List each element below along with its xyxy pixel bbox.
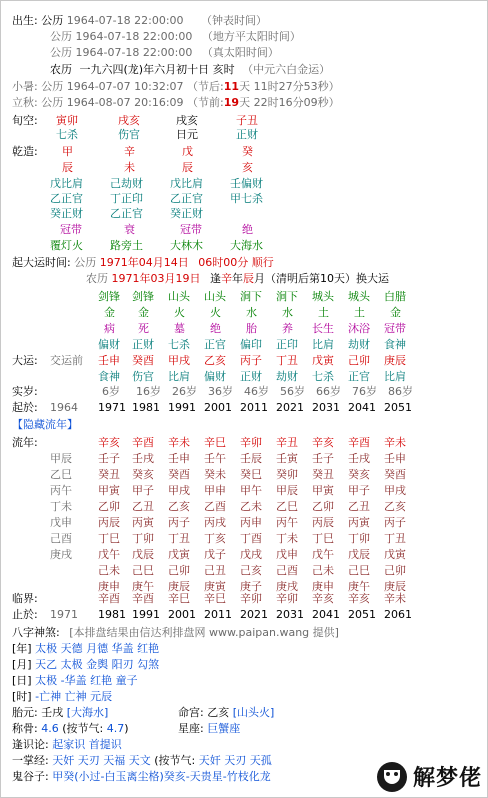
liqiu-row: 立秋: 公历 1964-08-07 20:16:09 （节前:19天 22时16分09秒） (12, 96, 340, 109)
dayun-shishen-top: 正印 (276, 338, 298, 351)
zhiyu-left: 1971 (50, 608, 78, 621)
linjie-item: 辛亥 (348, 592, 370, 605)
liunian-item: 庚午 (348, 580, 370, 593)
canggan-day-1: 戊比肩 (170, 177, 203, 190)
liunian-item: 甲寅 (312, 484, 334, 497)
dayun-shishen-top: 食神 (384, 338, 406, 351)
birth-row-2: 公历 1964-07-18 22:00:00 （地方平太阳时间） (50, 30, 301, 43)
jiaoyunqian: 交运前 (50, 354, 83, 367)
canggan-hour-1: 壬偏财 (230, 177, 263, 190)
shensha-hour: [时] -亡神 亡神 元辰 (12, 690, 113, 703)
dayun-year: 2011 (240, 401, 268, 414)
shishen-month: 伤官 (118, 128, 140, 141)
dayun-nayin: 城头 (348, 290, 370, 303)
liunian-item: 乙卯 (98, 500, 120, 513)
liunian-item: 辛亥 (312, 436, 334, 449)
liunian-item: 庚申 (98, 580, 120, 593)
canggan-month-3: 乙正官 (110, 207, 143, 220)
xunkong-month: 戌亥 (118, 114, 140, 127)
dayun-changsheng: 绝 (210, 322, 221, 335)
liunian-item: 己巳 (132, 564, 154, 577)
liunian-item: 庚戌 (276, 580, 298, 593)
dayun-shishen-bottom: 偏财 (204, 370, 226, 383)
dayun-nayin: 白腊 (384, 290, 406, 303)
chenggu-row: 称骨: 4.6 (按节气: 4.7) (12, 722, 129, 735)
liunian-item: 乙酉 (204, 500, 226, 513)
liunian-item: 壬申 (168, 452, 190, 465)
dayun-changsheng: 养 (282, 322, 293, 335)
liunian-item: 壬寅 (276, 452, 298, 465)
zhiyu-item: 2061 (384, 608, 412, 621)
liunian-item: 甲子 (348, 484, 370, 497)
dayun-shishen-top: 正财 (132, 338, 154, 351)
dayun-changsheng: 胎 (246, 322, 257, 335)
liunian-item: 癸酉 (384, 468, 406, 481)
liunian-item: 戊辰 (132, 548, 154, 561)
dayun-wuxing: 水 (282, 306, 293, 319)
watermark-logo-icon (377, 762, 407, 792)
liunian-item: 己丑 (204, 564, 226, 577)
birth-label: 出生: (12, 14, 38, 27)
liunian-item: 甲戌 (168, 484, 190, 497)
liunian-item: 癸亥 (348, 468, 370, 481)
zhiyu-item: 2051 (348, 608, 376, 621)
dayun-wuxing: 金 (104, 306, 115, 319)
changsheng-hour: 绝 (242, 223, 253, 236)
liunian-item: 己未 (312, 564, 334, 577)
liunian-item: 庚寅 (204, 580, 226, 593)
dayun-ganzhi: 乙亥 (204, 354, 226, 367)
liunian-item: 戊午 (98, 548, 120, 561)
liunian-item: 乙亥 (384, 500, 406, 513)
birth-row-3: 公历 1964-07-18 22:00:00 （真太阳时间） (50, 46, 279, 59)
dayun-nayin: 剑锋 (98, 290, 120, 303)
liunian-item: 甲戌 (384, 484, 406, 497)
liunian-item: 丁亥 (204, 532, 226, 545)
liunian-item: 壬申 (384, 452, 406, 465)
minggong-row: 命宫: 乙亥 [山头火] (178, 706, 275, 719)
dayun-shishen-top: 比肩 (312, 338, 334, 351)
shishen-day: 日元 (176, 128, 198, 141)
liunian-item: 甲子 (132, 484, 154, 497)
liunian-item: 丙寅 (132, 516, 154, 529)
liunian-item: 癸巳 (240, 468, 262, 481)
dayun-wuxing: 金 (390, 306, 401, 319)
zhiyu-item: 1991 (132, 608, 160, 621)
liunian-item: 壬戌 (132, 452, 154, 465)
dayun-ganzhi: 壬申 (98, 354, 120, 367)
dayun-changsheng: 沐浴 (348, 322, 370, 335)
dayun-shishen-bottom: 正官 (348, 370, 370, 383)
liunian-item: 己卯 (384, 564, 406, 577)
dayun-ganzhi: 戊寅 (312, 354, 334, 367)
dayun-nayin: 涧下 (276, 290, 298, 303)
liunian-item: 辛巳 (204, 436, 226, 449)
liunian-item: 庚辰 (168, 580, 190, 593)
dayun-age: 36岁 (208, 385, 233, 398)
zhiyu-item: 2021 (240, 608, 268, 621)
linjie-item: 辛卯 (276, 592, 298, 605)
dayun-shishen-top: 劫财 (348, 338, 370, 351)
dayun-nayin: 山头 (204, 290, 226, 303)
zhiyu-item: 2001 (168, 608, 196, 621)
linjie-item: 辛亥 (312, 592, 334, 605)
dayun-shishen-top: 偏财 (98, 338, 120, 351)
liunian-left-item: 戊申 (50, 516, 72, 529)
liunian-item: 壬戌 (348, 452, 370, 465)
liunian-item: 乙亥 (168, 500, 190, 513)
gan-hour: 癸 (242, 145, 253, 158)
canggan-month-1: 己劫财 (110, 177, 143, 190)
linjie-item: 辛卯 (240, 592, 262, 605)
dayun-ganzhi: 甲戌 (168, 354, 190, 367)
liunian-item: 壬子 (312, 452, 334, 465)
dayun-nayin: 城头 (312, 290, 334, 303)
nayin-year: 覆灯火 (50, 239, 83, 252)
dayun-shishen-bottom: 比肩 (168, 370, 190, 383)
dayun-wuxing: 土 (318, 306, 329, 319)
liunian-item: 丙辰 (312, 516, 334, 529)
dayun-ganzhi: 癸酉 (132, 354, 154, 367)
liunian-item: 丁卯 (132, 532, 154, 545)
fengshi-row: 逢识论: 起家识 首提识 (12, 738, 122, 751)
dayun-wuxing: 水 (246, 306, 257, 319)
shishen-hour: 正财 (236, 128, 258, 141)
changsheng-month: 衰 (124, 223, 135, 236)
liunian-item: 丁巳 (312, 532, 334, 545)
dayun-age: 56岁 (280, 385, 305, 398)
dayun-age: 86岁 (388, 385, 413, 398)
dayun-wuxing: 火 (210, 306, 221, 319)
dayun-nayin: 剑锋 (132, 290, 154, 303)
liunian-item: 庚辰 (384, 580, 406, 593)
liunian-left-item: 甲辰 (50, 452, 72, 465)
dayun-wuxing: 土 (354, 306, 365, 319)
canggan-day-3: 癸正财 (170, 207, 203, 220)
liunian-item: 丙子 (168, 516, 190, 529)
liunian-item: 辛未 (384, 436, 406, 449)
shensha-month: [月] 天乙 太极 金舆 阳刃 勾煞 (12, 658, 160, 671)
canggan-month-2: 丁正印 (110, 192, 143, 205)
zhi-day: 辰 (182, 161, 193, 174)
dayun-age: 16岁 (136, 385, 161, 398)
liunian-item: 己亥 (240, 564, 262, 577)
liunian-item: 壬午 (204, 452, 226, 465)
xingzuo-row: 星座: 巨蟹座 (178, 722, 241, 735)
liunian-item: 丁丑 (384, 532, 406, 545)
dayun-shishen-bottom: 食神 (98, 370, 120, 383)
jiaoyun-row: 农历 1971年03月19日 逢辛年辰月（清明后第10天）换大运 (86, 272, 389, 285)
dayun-year: 1971 (98, 401, 126, 414)
canggan-hour-2: 甲七杀 (230, 192, 263, 205)
liunian-item: 己卯 (168, 564, 190, 577)
shensha-row: 八字神煞: [本排盘结果由信达利排盘网 www.paipan.wang 提供] (12, 626, 339, 639)
dayun-shishen-top: 正官 (204, 338, 226, 351)
dayun-shishen-bottom: 劫财 (276, 370, 298, 383)
dayun-ganzhi: 丙子 (240, 354, 262, 367)
xiaoshu-row: 小暑: 公历 1964-07-07 10:32:07 （节后:11天 11时27分53秒） (12, 80, 340, 93)
liunian-label: 流年: (12, 436, 38, 449)
dayun-nayin: 山头 (168, 290, 190, 303)
guiguzi-row: 鬼谷子: 甲癸(小过-白玉离尘格)癸亥-天贵星-竹枝化龙 (12, 770, 271, 783)
liunian-item: 丙戌 (204, 516, 226, 529)
liunian-item: 庚午 (132, 580, 154, 593)
liunian-item: 丁卯 (348, 532, 370, 545)
qiyun-row: 起大运时间: 公历 1971年04月14日 06时00分 顺行 (12, 256, 274, 269)
liunian-left-item: 丙午 (50, 484, 72, 497)
changsheng-day: 冠带 (180, 223, 202, 236)
dayun-year: 2021 (276, 401, 304, 414)
dayun-wuxing: 金 (138, 306, 149, 319)
liunian-item: 丙子 (384, 516, 406, 529)
watermark-text: 解梦佬 (412, 766, 482, 791)
shensha-year: [年] 太极 天德 月德 华盖 红艳 (12, 642, 160, 655)
dayun-label: 大运: (12, 354, 38, 367)
liunian-item: 丙寅 (348, 516, 370, 529)
linjie-label: 临界: (12, 592, 38, 605)
dayun-year: 2031 (312, 401, 340, 414)
dayun-shishen-bottom: 七杀 (312, 370, 334, 383)
dayun-changsheng: 病 (104, 322, 115, 335)
liunian-item: 癸丑 (312, 468, 334, 481)
liunian-item: 己酉 (276, 564, 298, 577)
liunian-item: 丙申 (240, 516, 262, 529)
liunian-left-item: 丁未 (50, 500, 72, 513)
liunian-item: 甲午 (240, 484, 262, 497)
zhiyu-item: 2041 (312, 608, 340, 621)
yiqianjing-row: 一掌经: 天奸 天刃 天福 天文 (按节气: 天奸 天刃 天孤 (12, 754, 272, 767)
liunian-left-item: 庚戌 (50, 548, 72, 561)
liunian-item: 乙未 (240, 500, 262, 513)
dayun-age: 46岁 (244, 385, 269, 398)
linjie-item: 辛未 (384, 592, 406, 605)
zhiyu-item: 1981 (98, 608, 126, 621)
nayin-hour: 大海水 (230, 239, 263, 252)
dayun-shishen-bottom: 比肩 (384, 370, 406, 383)
nayin-day: 大林木 (170, 239, 203, 252)
liunian-item: 癸未 (204, 468, 226, 481)
liunian-item: 己未 (98, 564, 120, 577)
dayun-age: 26岁 (172, 385, 197, 398)
dayun-age: 76岁 (352, 385, 377, 398)
liunian-item: 戊寅 (384, 548, 406, 561)
hidden-liunian-link[interactable]: 【隐藏流年】 (12, 418, 78, 431)
liunian-item: 癸亥 (132, 468, 154, 481)
liunian-item: 戊寅 (168, 548, 190, 561)
canggan-year-1: 戊比肩 (50, 177, 83, 190)
liunian-item: 丁丑 (168, 532, 190, 545)
liunian-item: 癸丑 (98, 468, 120, 481)
dayun-shishen-bottom: 正财 (240, 370, 262, 383)
liunian-item: 丙辰 (98, 516, 120, 529)
qianzao-label: 乾造: (12, 145, 38, 158)
liunian-item: 戊午 (312, 548, 334, 561)
dayun-nayin: 涧下 (240, 290, 262, 303)
linjie-item: 辛巳 (168, 592, 190, 605)
gan-month: 辛 (124, 145, 135, 158)
changsheng-year: 冠带 (60, 223, 82, 236)
dayun-ganzhi: 己卯 (348, 354, 370, 367)
shensha-day: [日] 太极 -华盖 红艳 童子 (12, 674, 138, 687)
taiyuan-row: 胎元: 壬戌 [大海水] (12, 706, 109, 719)
zhiyu-item: 2011 (204, 608, 232, 621)
liunian-item: 甲申 (204, 484, 226, 497)
liunian-item: 乙巳 (276, 500, 298, 513)
liunian-item: 壬子 (98, 452, 120, 465)
lunar-row: 农历 一九六四(龙)年六月初十日 亥时 （中元六白金运） (50, 63, 331, 76)
zhi-year: 辰 (62, 161, 73, 174)
liunian-item: 癸酉 (168, 468, 190, 481)
linjie-item: 辛酉 (98, 592, 120, 605)
dayun-year: 2051 (384, 401, 412, 414)
liunian-item: 辛酉 (348, 436, 370, 449)
gan-day: 戊 (182, 145, 193, 158)
xunkong-day: 戌亥 (176, 114, 198, 127)
dayun-shishen-bottom: 伤官 (132, 370, 154, 383)
qishi-year: 1964 (50, 401, 78, 414)
dayun-ganzhi: 丁丑 (276, 354, 298, 367)
liunian-item: 丁未 (276, 532, 298, 545)
watermark (377, 761, 482, 792)
dayun-year: 1991 (168, 401, 196, 414)
dayun-shishen-top: 七杀 (168, 338, 190, 351)
liunian-item: 丙午 (276, 516, 298, 529)
zhiyu-label: 止於: (12, 608, 38, 621)
liunian-item: 壬辰 (240, 452, 262, 465)
xunkong-hour: 子丑 (236, 114, 258, 127)
birth-row-1: 出生: 公历 1964-07-18 22:00:00 （钟表时间） (12, 14, 268, 27)
xunkong-label: 旬空: (12, 114, 38, 127)
liunian-item: 庚子 (240, 580, 262, 593)
liunian-left-item: 己酉 (50, 532, 72, 545)
liunian-item: 乙卯 (312, 500, 334, 513)
dayun-shishen-top: 偏印 (240, 338, 262, 351)
liunian-item: 乙丑 (348, 500, 370, 513)
liunian-item: 甲辰 (276, 484, 298, 497)
dayun-year: 2001 (204, 401, 232, 414)
xunkong-year: 寅卯 (56, 114, 78, 127)
liunian-item: 辛亥 (98, 436, 120, 449)
dayun-changsheng: 死 (138, 322, 149, 335)
dayun-year: 2041 (348, 401, 376, 414)
gan-year: 甲 (62, 145, 73, 158)
liunian-item: 甲寅 (98, 484, 120, 497)
dayun-age: 6岁 (102, 385, 120, 398)
liunian-item: 辛卯 (240, 436, 262, 449)
linjie-item: 辛巳 (204, 592, 226, 605)
canggan-year-3: 癸正财 (50, 207, 83, 220)
canggan-day-2: 乙正官 (170, 192, 203, 205)
dayun-ganzhi: 庚辰 (384, 354, 406, 367)
linjie-item: 辛酉 (132, 592, 154, 605)
shishen-year: 七杀 (56, 128, 78, 141)
dayun-year: 1981 (132, 401, 160, 414)
liunian-left-item: 乙巳 (50, 468, 72, 481)
dayun-age: 66岁 (316, 385, 341, 398)
dayun-changsheng: 冠带 (384, 322, 406, 335)
dayun-wuxing: 火 (174, 306, 185, 319)
liunian-item: 辛丑 (276, 436, 298, 449)
liunian-item: 丁巳 (98, 532, 120, 545)
liunian-item: 己巳 (348, 564, 370, 577)
shisui-label: 实岁: (12, 385, 38, 398)
liunian-item: 丁酉 (240, 532, 262, 545)
liunian-item: 戊辰 (348, 548, 370, 561)
qishi-label: 起於: (12, 401, 38, 414)
dayun-changsheng: 墓 (174, 322, 185, 335)
liunian-item: 辛未 (168, 436, 190, 449)
liunian-item: 戊戌 (240, 548, 262, 561)
liunian-item: 戊子 (204, 548, 226, 561)
nayin-month: 路旁土 (110, 239, 143, 252)
liunian-item: 庚申 (312, 580, 334, 593)
zhi-month: 未 (124, 161, 135, 174)
liunian-item: 戊申 (276, 548, 298, 561)
canggan-year-2: 乙正官 (50, 192, 83, 205)
zhiyu-item: 2031 (276, 608, 304, 621)
liunian-item: 辛酉 (132, 436, 154, 449)
liunian-item: 乙丑 (132, 500, 154, 513)
zhi-hour: 亥 (242, 161, 253, 174)
dayun-changsheng: 长生 (312, 322, 334, 335)
liunian-item: 癸卯 (276, 468, 298, 481)
